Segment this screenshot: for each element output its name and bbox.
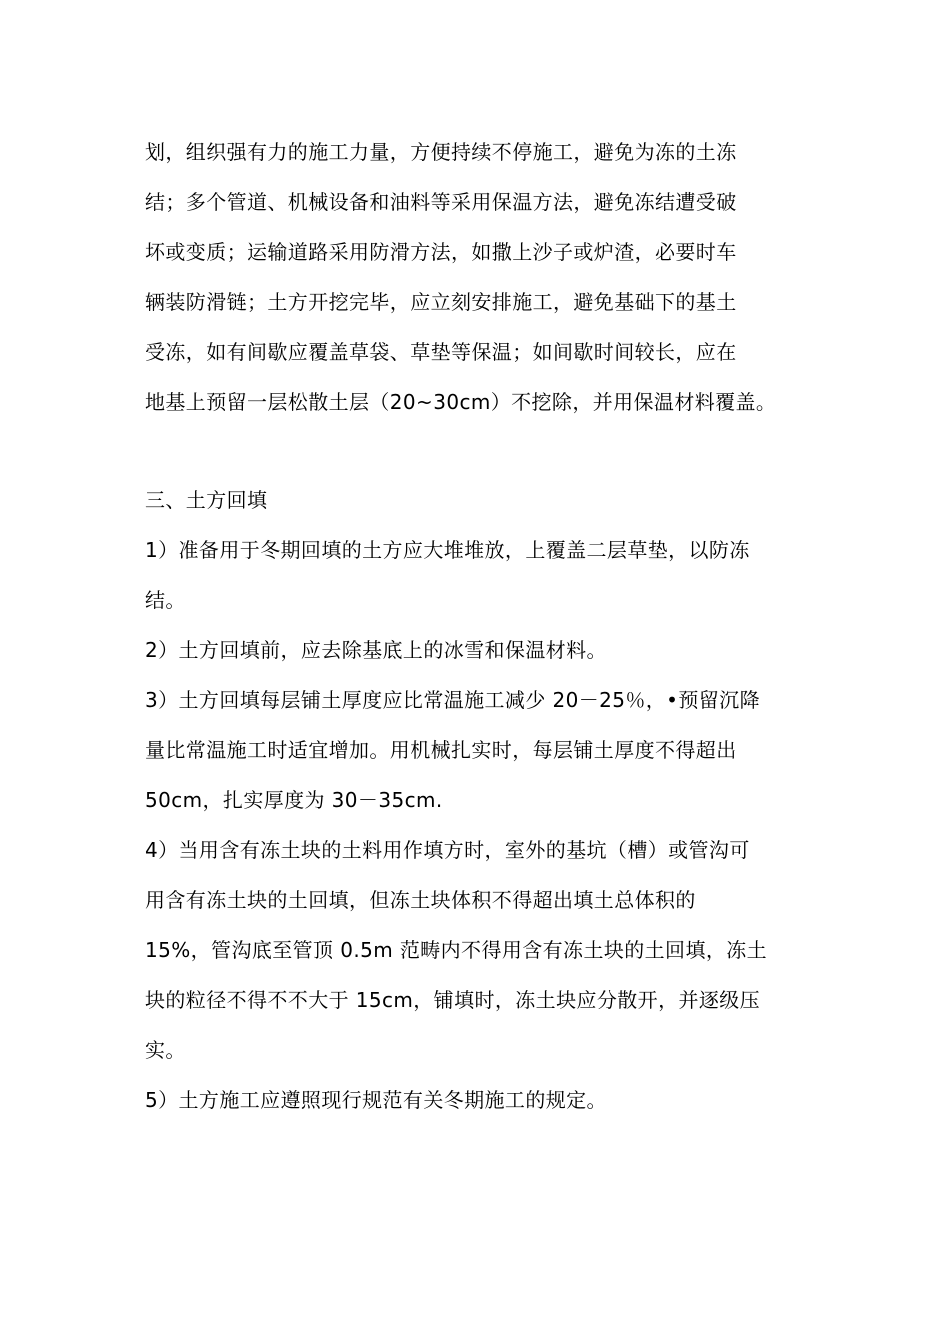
section-line: 3）土方回填每层铺土厚度应比常温施工减少 20－25％，•预留沉降 [145, 688, 760, 712]
section-line: 5）土方施工应遵照现行规范有关冬期施工的规定。 [145, 1088, 607, 1112]
paragraph-line: 结；多个管道、机械设备和油料等采用保温方法，避免冻结遭受破 [145, 190, 737, 214]
section-line: 4）当用含有冻土块的土料用作填方时，室外的基坑（槽）或管沟可 [145, 838, 750, 862]
section-line: 50cm，扎实厚度为 30－35cm. [145, 788, 443, 812]
paragraph-winter-excavation [145, 132, 845, 432]
section-line: 实。 [145, 1038, 186, 1062]
section-line: 结。 [145, 588, 186, 612]
paragraph-line: 辆装防滑链；土方开挖完毕，应立刻安排施工，避免基础下的基土 [145, 290, 737, 314]
section-line: 用含有冻土块的土回填，但冻土块体积不得超出填土总体积的 [145, 888, 696, 912]
section-heading: 三、土方回填 [145, 488, 268, 512]
paragraph-line: 划，组织强有力的施工力量，方便持续不停施工，避免为冻的土冻 [145, 140, 737, 164]
paragraph-line: 地基上预留一层松散土层（20~30cm）不挖除，并用保温材料覆盖。 [145, 390, 777, 414]
section-line: 量比常温施工时适宜增加。用机械扎实时，每层铺土厚度不得超出 [145, 738, 737, 762]
paragraph-line: 坏或变质；运输道路采用防滑方法，如撒上沙子或炉渣，必要时车 [145, 240, 737, 264]
section-line: 1）准备用于冬期回填的土方应大堆堆放，上覆盖二层草垫，以防冻 [145, 538, 750, 562]
paragraph-line: 受冻，如有间歇应覆盖草袋、草垫等保温；如间歇时间较长，应在 [145, 340, 737, 364]
section-line: 块的粒径不得不不大于 15cm，铺填时，冻土块应分散开，并逐级压 [145, 988, 761, 1012]
section-line: 2）土方回填前，应去除基底上的冰雪和保温材料。 [145, 638, 607, 662]
section-earth-backfill [145, 480, 845, 1130]
section-line: 15%，管沟底至管顶 0.5m 范畴内不得用含有冻土块的土回填，冻土 [145, 938, 768, 962]
